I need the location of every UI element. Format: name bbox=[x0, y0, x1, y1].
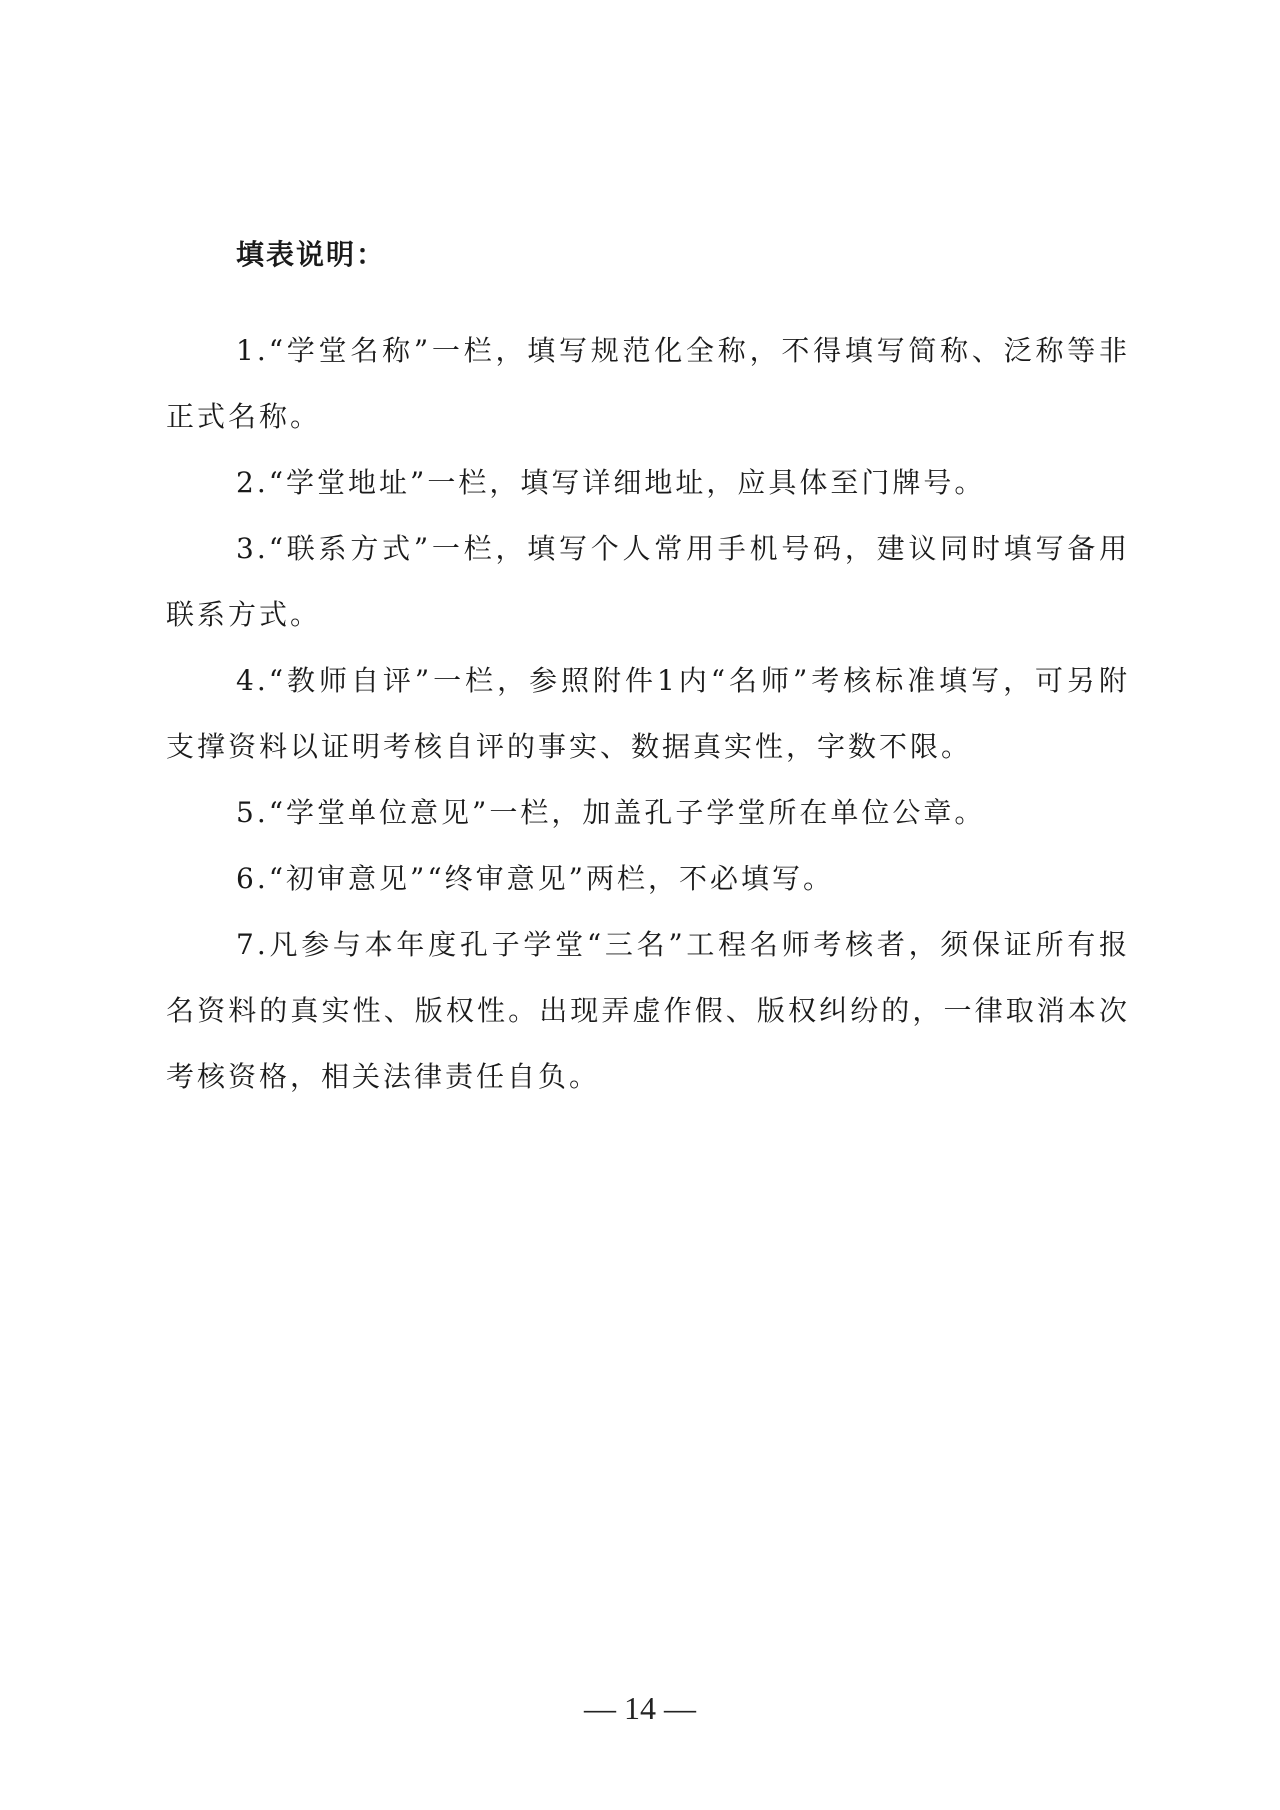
instruction-item-7: 7.凡参与本年度孔子学堂“三名”工程名师考核者，须保证所有报名资料的真实性、版权性。出现弄虚作假、版权纠纷的，一律取消本次考核资格，相关法律责任自负。 bbox=[166, 928, 1130, 1093]
instruction-item-1: 1.“学堂名称”一栏，填写规范化全称，不得填写简称、泛称等非正式名称。 bbox=[166, 334, 1130, 433]
instruction-item-3: 3.“联系方式”一栏，填写个人常用手机号码，建议同时填写备用联系方式。 bbox=[166, 532, 1130, 631]
instruction-item-6: 6.“初审意见”“终审意见”两栏，不必填写。 bbox=[236, 862, 834, 895]
page-number: — 14 — bbox=[584, 1690, 696, 1726]
instructions-heading: 填表说明： bbox=[236, 238, 387, 271]
instruction-item-5: 5.“学堂单位意见”一栏，加盖孔子学堂所在单位公章。 bbox=[236, 796, 986, 829]
instructions-section bbox=[166, 240, 1130, 1110]
instruction-item-4: 4.“教师自评”一栏，参照附件1内“名师”考核标准填写，可另附支撑资料以证明考核自评的事实、数据真实性，字数不限。 bbox=[166, 664, 1130, 763]
instruction-item-2: 2.“学堂地址”一栏，填写详细地址，应具体至门牌号。 bbox=[236, 466, 986, 499]
